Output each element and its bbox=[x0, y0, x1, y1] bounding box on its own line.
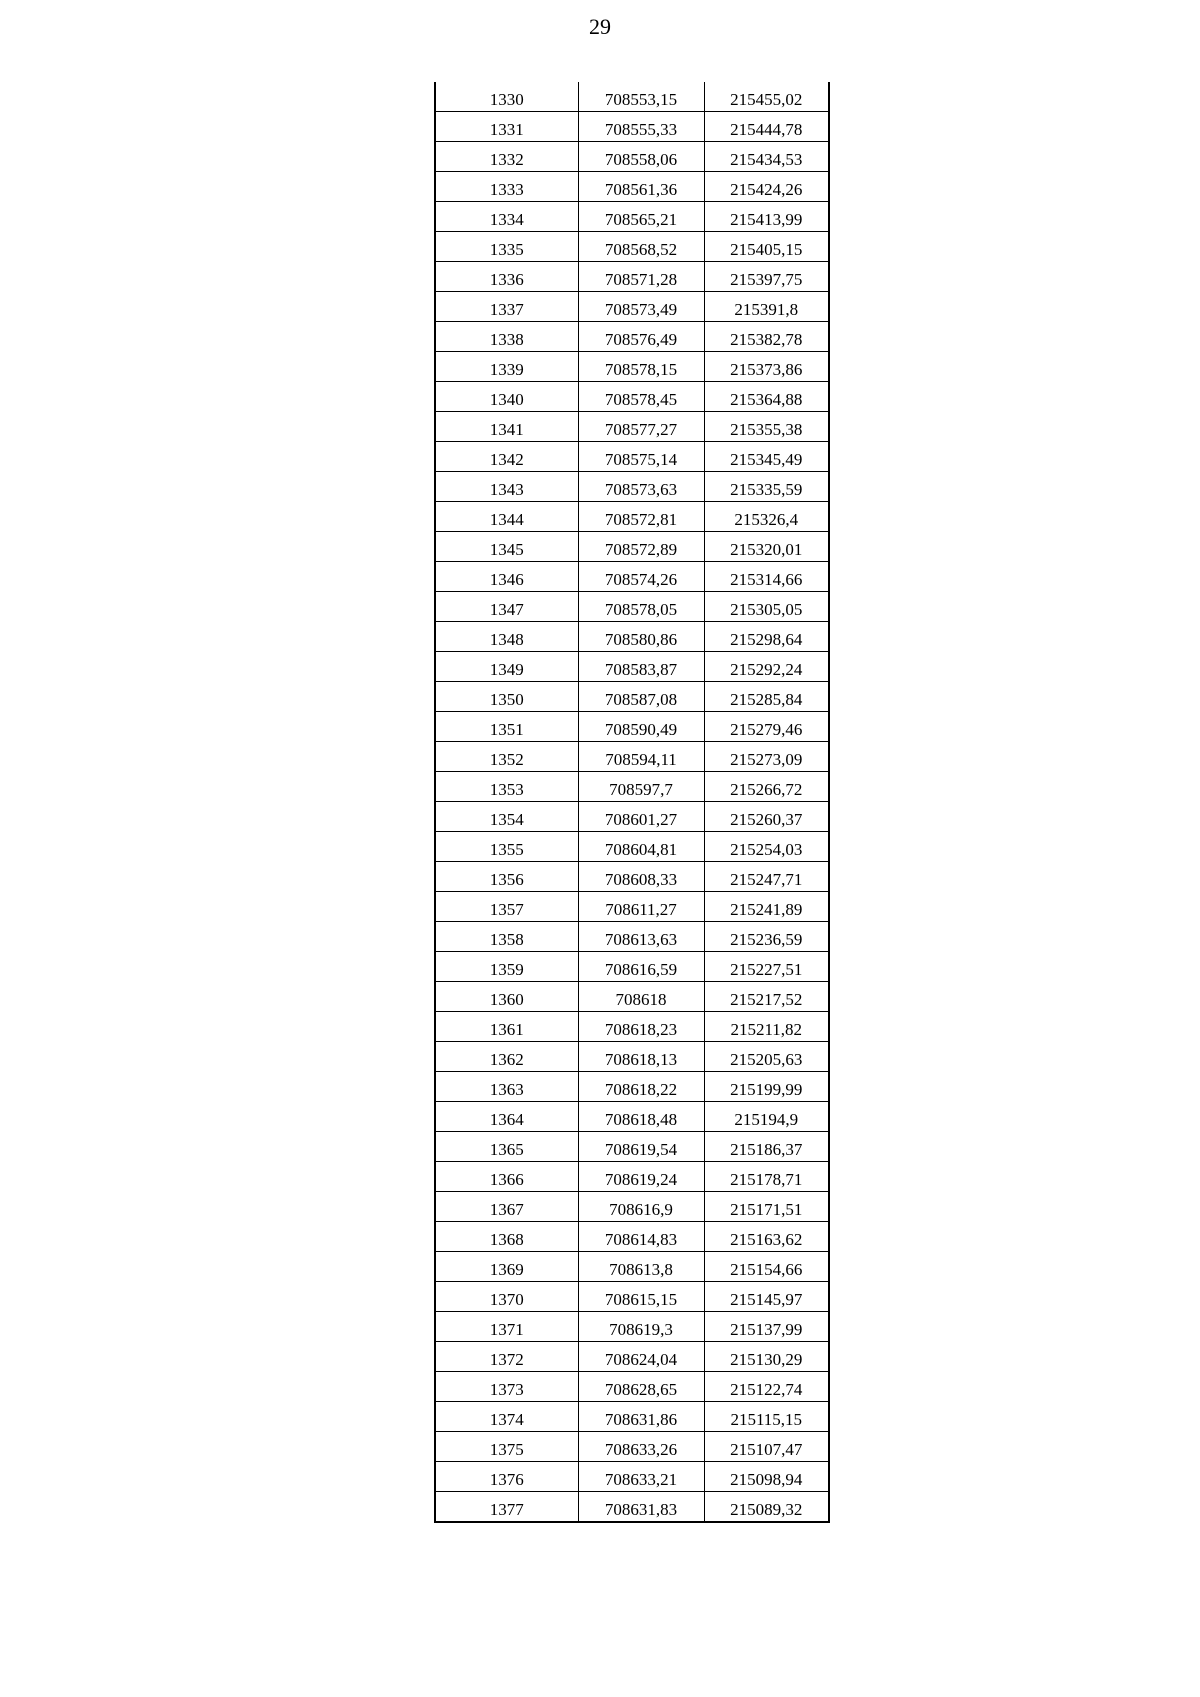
y-coordinate-cell: 215298,64 bbox=[704, 622, 829, 652]
y-coordinate-cell: 215205,63 bbox=[704, 1042, 829, 1072]
x-coordinate-cell: 708573,63 bbox=[578, 472, 704, 502]
y-coordinate-cell: 215122,74 bbox=[704, 1372, 829, 1402]
point-number-cell: 1375 bbox=[435, 1432, 578, 1462]
x-coordinate-cell: 708558,06 bbox=[578, 142, 704, 172]
y-coordinate-cell: 215355,38 bbox=[704, 412, 829, 442]
point-number-cell: 1349 bbox=[435, 652, 578, 682]
table-row bbox=[435, 1072, 829, 1102]
table-row bbox=[435, 292, 829, 322]
point-number-cell: 1354 bbox=[435, 802, 578, 832]
point-number-cell: 1362 bbox=[435, 1042, 578, 1072]
table-row bbox=[435, 1102, 829, 1132]
point-number-cell: 1351 bbox=[435, 712, 578, 742]
y-coordinate-cell: 215163,62 bbox=[704, 1222, 829, 1252]
point-number-cell: 1358 bbox=[435, 922, 578, 952]
x-coordinate-cell: 708565,21 bbox=[578, 202, 704, 232]
x-coordinate-cell: 708624,04 bbox=[578, 1342, 704, 1372]
point-number-cell: 1377 bbox=[435, 1492, 578, 1523]
table-row bbox=[435, 382, 829, 412]
y-coordinate-cell: 215273,09 bbox=[704, 742, 829, 772]
table-row bbox=[435, 982, 829, 1012]
y-coordinate-cell: 215434,53 bbox=[704, 142, 829, 172]
point-number-cell: 1344 bbox=[435, 502, 578, 532]
x-coordinate-cell: 708616,59 bbox=[578, 952, 704, 982]
x-coordinate-cell: 708615,15 bbox=[578, 1282, 704, 1312]
point-number-cell: 1370 bbox=[435, 1282, 578, 1312]
x-coordinate-cell: 708619,24 bbox=[578, 1162, 704, 1192]
point-number-cell: 1345 bbox=[435, 532, 578, 562]
y-coordinate-cell: 215137,99 bbox=[704, 1312, 829, 1342]
table-row bbox=[435, 802, 829, 832]
x-coordinate-cell: 708614,83 bbox=[578, 1222, 704, 1252]
y-coordinate-cell: 215178,71 bbox=[704, 1162, 829, 1192]
point-number-cell: 1376 bbox=[435, 1462, 578, 1492]
y-coordinate-cell: 215236,59 bbox=[704, 922, 829, 952]
table-row bbox=[435, 1342, 829, 1372]
y-coordinate-cell: 215305,05 bbox=[704, 592, 829, 622]
y-coordinate-cell: 215199,99 bbox=[704, 1072, 829, 1102]
y-coordinate-cell: 215107,47 bbox=[704, 1432, 829, 1462]
y-coordinate-cell: 215279,46 bbox=[704, 712, 829, 742]
x-coordinate-cell: 708633,21 bbox=[578, 1462, 704, 1492]
table-row bbox=[435, 1132, 829, 1162]
y-coordinate-cell: 215171,51 bbox=[704, 1192, 829, 1222]
y-coordinate-cell: 215405,15 bbox=[704, 232, 829, 262]
point-number-cell: 1355 bbox=[435, 832, 578, 862]
x-coordinate-cell: 708575,14 bbox=[578, 442, 704, 472]
table-row bbox=[435, 322, 829, 352]
y-coordinate-cell: 215154,66 bbox=[704, 1252, 829, 1282]
table-row bbox=[435, 232, 829, 262]
point-number-cell: 1348 bbox=[435, 622, 578, 652]
point-number-cell: 1371 bbox=[435, 1312, 578, 1342]
point-number-cell: 1365 bbox=[435, 1132, 578, 1162]
point-number-cell: 1372 bbox=[435, 1342, 578, 1372]
y-coordinate-cell: 215364,88 bbox=[704, 382, 829, 412]
y-coordinate-cell: 215326,4 bbox=[704, 502, 829, 532]
table-row bbox=[435, 892, 829, 922]
point-number-cell: 1338 bbox=[435, 322, 578, 352]
table-row bbox=[435, 172, 829, 202]
x-coordinate-cell: 708618,48 bbox=[578, 1102, 704, 1132]
table-row bbox=[435, 262, 829, 292]
table-row bbox=[435, 862, 829, 892]
y-coordinate-cell: 215145,97 bbox=[704, 1282, 829, 1312]
x-coordinate-cell: 708572,81 bbox=[578, 502, 704, 532]
point-number-cell: 1336 bbox=[435, 262, 578, 292]
x-coordinate-cell: 708618,23 bbox=[578, 1012, 704, 1042]
y-coordinate-cell: 215217,52 bbox=[704, 982, 829, 1012]
table-row bbox=[435, 832, 829, 862]
y-coordinate-cell: 215260,37 bbox=[704, 802, 829, 832]
table-row bbox=[435, 82, 829, 112]
point-number-cell: 1374 bbox=[435, 1402, 578, 1432]
y-coordinate-cell: 215247,71 bbox=[704, 862, 829, 892]
y-coordinate-cell: 215130,29 bbox=[704, 1342, 829, 1372]
x-coordinate-cell: 708601,27 bbox=[578, 802, 704, 832]
x-coordinate-cell: 708618,13 bbox=[578, 1042, 704, 1072]
x-coordinate-cell: 708613,8 bbox=[578, 1252, 704, 1282]
table-row bbox=[435, 412, 829, 442]
point-number-cell: 1360 bbox=[435, 982, 578, 1012]
y-coordinate-cell: 215211,82 bbox=[704, 1012, 829, 1042]
point-number-cell: 1330 bbox=[435, 82, 578, 112]
x-coordinate-cell: 708628,65 bbox=[578, 1372, 704, 1402]
y-coordinate-cell: 215345,49 bbox=[704, 442, 829, 472]
table-row bbox=[435, 1402, 829, 1432]
point-number-cell: 1339 bbox=[435, 352, 578, 382]
table-row bbox=[435, 652, 829, 682]
x-coordinate-cell: 708631,86 bbox=[578, 1402, 704, 1432]
x-coordinate-cell: 708572,89 bbox=[578, 532, 704, 562]
x-coordinate-cell: 708578,45 bbox=[578, 382, 704, 412]
table-row bbox=[435, 502, 829, 532]
y-coordinate-cell: 215089,32 bbox=[730, 1500, 803, 1519]
y-coordinate-cell: 215382,78 bbox=[704, 322, 829, 352]
table-row bbox=[435, 202, 829, 232]
table-row bbox=[435, 1492, 829, 1523]
table-row bbox=[435, 112, 829, 142]
point-number-cell: 1347 bbox=[435, 592, 578, 622]
point-number-cell: 1333 bbox=[435, 172, 578, 202]
x-coordinate-cell: 708580,86 bbox=[578, 622, 704, 652]
point-number-cell: 1334 bbox=[435, 202, 578, 232]
x-coordinate-cell: 708561,36 bbox=[578, 172, 704, 202]
x-coordinate-cell: 708576,49 bbox=[578, 322, 704, 352]
point-number-cell: 1342 bbox=[435, 442, 578, 472]
y-coordinate-cell: 215194,9 bbox=[704, 1102, 829, 1132]
y-coordinate-cell: 215241,89 bbox=[704, 892, 829, 922]
table-row bbox=[435, 952, 829, 982]
point-number-cell: 1332 bbox=[435, 142, 578, 172]
point-number-cell: 1335 bbox=[435, 232, 578, 262]
point-number-cell: 1359 bbox=[435, 952, 578, 982]
y-coordinate-cell: 215424,26 bbox=[704, 172, 829, 202]
table-row bbox=[435, 142, 829, 172]
table-row bbox=[435, 682, 829, 712]
y-coordinate-cell: 215335,59 bbox=[704, 472, 829, 502]
coordinates-table-body bbox=[435, 82, 829, 1522]
y-coordinate-cell: 215266,72 bbox=[704, 772, 829, 802]
y-coordinate-cell: 215098,94 bbox=[704, 1462, 829, 1492]
coordinates-table bbox=[434, 82, 830, 1523]
x-coordinate-cell: 708618 bbox=[578, 982, 704, 1012]
x-coordinate-cell: 708573,49 bbox=[578, 292, 704, 322]
point-number-cell: 1346 bbox=[435, 562, 578, 592]
table-row bbox=[435, 1042, 829, 1072]
table-row bbox=[435, 742, 829, 772]
page-number: 29 bbox=[589, 14, 611, 39]
table-row bbox=[435, 1252, 829, 1282]
y-coordinate-cell: 215254,03 bbox=[704, 832, 829, 862]
table-row bbox=[435, 472, 829, 502]
table-row bbox=[435, 532, 829, 562]
table-row bbox=[435, 1282, 829, 1312]
x-coordinate-cell: 708619,54 bbox=[578, 1132, 704, 1162]
point-number-cell: 1353 bbox=[435, 772, 578, 802]
point-number-cell: 1368 bbox=[435, 1222, 578, 1252]
x-coordinate-cell: 708597,7 bbox=[578, 772, 704, 802]
table-row bbox=[435, 1012, 829, 1042]
y-coordinate-cell: 215444,78 bbox=[704, 112, 829, 142]
table-row bbox=[435, 622, 829, 652]
x-coordinate-cell: 708553,15 bbox=[578, 82, 704, 112]
y-coordinate-cell: 215391,8 bbox=[704, 292, 829, 322]
y-coordinate-cell: 215397,75 bbox=[704, 262, 829, 292]
table-row bbox=[435, 772, 829, 802]
point-number-cell: 1363 bbox=[435, 1072, 578, 1102]
x-coordinate-cell: 708631,83 bbox=[578, 1492, 704, 1523]
x-coordinate-cell: 708587,08 bbox=[578, 682, 704, 712]
y-coordinate-cell: 215413,99 bbox=[704, 202, 829, 232]
x-coordinate-cell: 708594,11 bbox=[578, 742, 704, 772]
x-coordinate-cell: 708571,28 bbox=[578, 262, 704, 292]
y-coordinate-cell: 215314,66 bbox=[704, 562, 829, 592]
table-row bbox=[435, 712, 829, 742]
x-coordinate-cell: 708555,33 bbox=[578, 112, 704, 142]
x-coordinate-cell: 708583,87 bbox=[578, 652, 704, 682]
point-number-cell: 1352 bbox=[435, 742, 578, 772]
x-coordinate-cell: 708611,27 bbox=[578, 892, 704, 922]
table-row bbox=[435, 1312, 829, 1342]
table-row bbox=[435, 1162, 829, 1192]
x-coordinate-cell: 708608,33 bbox=[578, 862, 704, 892]
y-coordinate-cell: 215115,15 bbox=[704, 1402, 829, 1432]
y-coordinate-cell: 215320,01 bbox=[704, 532, 829, 562]
point-number-cell: 1340 bbox=[435, 382, 578, 412]
x-coordinate-cell: 708613,63 bbox=[578, 922, 704, 952]
y-coordinate-cell: 215373,86 bbox=[704, 352, 829, 382]
x-coordinate-cell: 708578,05 bbox=[578, 592, 704, 622]
y-coordinate-cell: 215186,37 bbox=[704, 1132, 829, 1162]
table-row bbox=[435, 1192, 829, 1222]
x-coordinate-cell: 708577,27 bbox=[578, 412, 704, 442]
point-number-cell: 1366 bbox=[435, 1162, 578, 1192]
table-row bbox=[435, 1462, 829, 1492]
point-number-cell: 1373 bbox=[435, 1372, 578, 1402]
point-number-cell: 1331 bbox=[435, 112, 578, 142]
table-row bbox=[435, 562, 829, 592]
point-number-cell: 1361 bbox=[435, 1012, 578, 1042]
x-coordinate-cell: 708578,15 bbox=[578, 352, 704, 382]
table-row bbox=[435, 922, 829, 952]
x-coordinate-cell: 708568,52 bbox=[578, 232, 704, 262]
y-coordinate-cell: 215292,24 bbox=[704, 652, 829, 682]
point-number-cell: 1357 bbox=[435, 892, 578, 922]
y-coordinate-cell: 215227,51 bbox=[704, 952, 829, 982]
x-coordinate-cell: 708619,3 bbox=[578, 1312, 704, 1342]
x-coordinate-cell: 708590,49 bbox=[578, 712, 704, 742]
table-row bbox=[435, 352, 829, 382]
point-number-cell: 1367 bbox=[435, 1192, 578, 1222]
point-number-cell: 1356 bbox=[435, 862, 578, 892]
table-row bbox=[435, 592, 829, 622]
point-number-cell: 1350 bbox=[435, 682, 578, 712]
table-row bbox=[435, 442, 829, 472]
x-coordinate-cell: 708574,26 bbox=[578, 562, 704, 592]
x-coordinate-cell: 708604,81 bbox=[578, 832, 704, 862]
point-number-cell: 1364 bbox=[435, 1102, 578, 1132]
table-row bbox=[435, 1432, 829, 1462]
x-coordinate-cell: 708633,26 bbox=[578, 1432, 704, 1462]
point-number-cell: 1341 bbox=[435, 412, 578, 442]
point-number-cell: 1369 bbox=[435, 1252, 578, 1282]
y-coordinate-cell: 215285,84 bbox=[704, 682, 829, 712]
x-coordinate-cell: 708616,9 bbox=[578, 1192, 704, 1222]
table-row bbox=[435, 1372, 829, 1402]
x-coordinate-cell: 708618,22 bbox=[578, 1072, 704, 1102]
y-coordinate-cell: 215455,02 bbox=[704, 82, 829, 112]
point-number-cell: 1343 bbox=[435, 472, 578, 502]
table-row bbox=[435, 1222, 829, 1252]
point-number-cell: 1337 bbox=[435, 292, 578, 322]
